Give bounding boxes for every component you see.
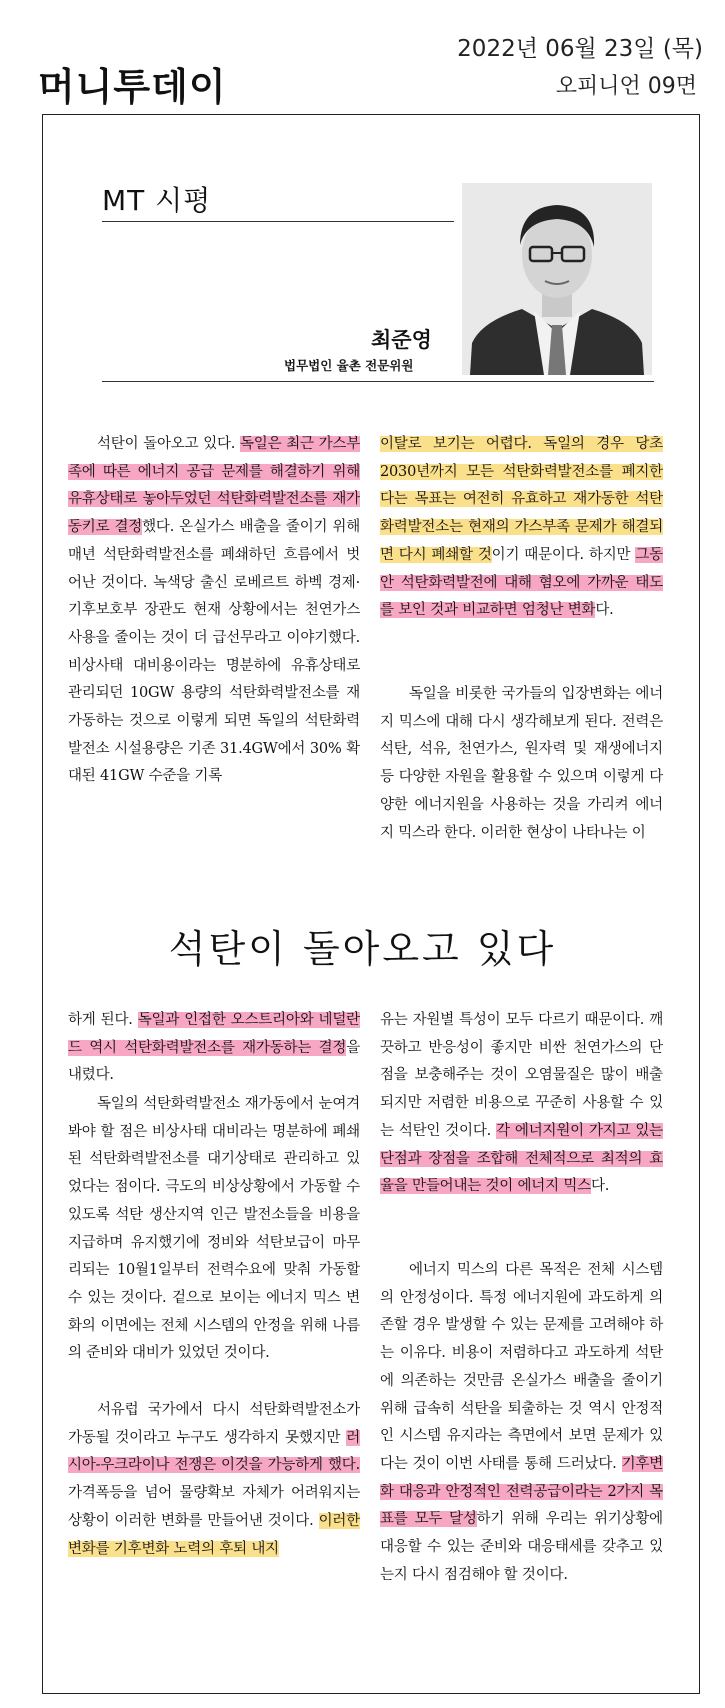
body-paragraph-4: 독일의 석탄화력발전소 재가동에서 눈여겨봐야 할 점은 비상사태 대비라는 명분하에 폐쇄된 석탄화력발전소를 대기상태로 관리하고 있었다는 점이다. 극도의 비상상황에서 가동할 수 있도록 석탄 생산지역 인근 발전소들을 비용을 지급하며 유지했기에 정비와 석탄보급이 마무리되는 10월1일부터 전력수요에 맞춰 가동할 수 있는 것이다. 겉으로 보이는 에너지 믹스 변화의 이면에는 전체 시스템의 안정을 위해 나름의 준비와 대비가 있었던 것이다. bbox=[68, 1096, 360, 1362]
article-headline: 석탄이 돌아오고 있다 bbox=[168, 927, 557, 971]
intro-rule bbox=[102, 381, 654, 382]
header-rule bbox=[102, 221, 454, 222]
highlight-pink: 독일과 인접한 오스트리아와 네덜란드 역시 석탄화력발전소를 재가동하는 결정 bbox=[68, 1012, 360, 1056]
body-paragraph-7: 에너지 믹스의 다른 목적은 전체 시스템의 안정성이다. 특정 에너지원에 과도하게 의존할 경우 발생할 수 있는 문제를 고려해야 하는 이유다. 비용이 저렴하다고 과도하게 석탄에 의존하는 것만큼 온실가스 배출을 줄이기 위해 급속히 석탄을 퇴출하는 것 역시 안정적인 시스템 유지라는 측면에서 보면 문제가 있다는 것이 이번 사태를 통해 드러났다. 기후변화 대응과 안정적인 전력공급이라는 2가지 목표를 모두 달성하기 위해 우리는 위기상황에 대응할 수 있는 준비와 대응태세를 갖추고 있는지 다시 점검해야 할 것이다. bbox=[380, 1262, 663, 1583]
author-title: 법무법인 율촌 전문위원 bbox=[284, 358, 414, 373]
newspaper-masthead: 머니투데이 bbox=[38, 65, 227, 109]
body-paragraph-1: 석탄이 돌아오고 있다. 독일은 최근 가스부족에 따른 에너지 공급 문제를 해결하기 위해 유휴상태로 놓아두었던 석탄화력발전소를 재가동키로 결정했다. 온실가스 배출을 줄이기 위해 매년 석탄화력발전소를 폐쇄하던 흐름에서 벗어난 것이다. 녹색당 출신 로베르트 하벡 경제·기후보호부 장관도 현재 상황에서는 천연가스 사용을 줄이는 것이 더 급선무라고 이야기했다. 비상사태 대비용이라는 명분하에 유휴상태로 관리되던 10GW 용량의 석탄화력발전소를 재가동하는 것으로 이렇게 되면 독일의 석탄화력발전소 시설용량은 기존 31.4GW에서 30% 확대된 41GW 수준을 기록 bbox=[68, 436, 360, 785]
body-paragraph-5: 서유럽 국가에서 다시 석탄화력발전소가 가동될 것이라고 누구도 생각하지 못했지만 러시아-우크라이나 전쟁은 이것을 가능하게 했다. 가격폭등을 넘어 물량확보 자체가 어려워지는 상황이 이러한 변화를 만들어낸 것이다. 이러한 변화를 기후변화 노력의 후퇴 내지 bbox=[68, 1402, 360, 1557]
publication-date: 2022년 06월 23일 (목) bbox=[457, 36, 703, 62]
highlight-yellow: 이탈로 보기는 어렵다. 독일의 경우 당초 2030년까지 모든 석탄화력발전소를 폐지한다는 목표는 여전히 유효하고 재가동한 석탄화력발전소는 현재의 가스부족 문제가 해결되면 다시 폐쇄할 것 bbox=[380, 436, 663, 563]
author-photo bbox=[462, 183, 652, 375]
author-name: 최준영 bbox=[371, 328, 432, 352]
highlight-pink: 각 에너지원이 가지고 있는 단점과 장점을 조합해 전체적으로 최적의 효율을 만들어내는 것이 에너지 믹스 bbox=[380, 1122, 663, 1195]
highlight-pink: 독일은 최근 가스부족에 따른 에너지 공급 문제를 해결하기 위해 유휴상태로 놓아두었던 석탄화력발전소를 재가동키로 결정 bbox=[68, 436, 360, 536]
page-section: 오피니언 09면 bbox=[555, 74, 697, 99]
column-title: MT 시평 bbox=[102, 184, 212, 217]
highlight-pink: 러시아-우크라이나 전쟁은 이것을 가능하게 했다. bbox=[68, 1429, 360, 1474]
highlight-yellow: 이러한 변화를 기후변화 노력의 후퇴 내지 bbox=[68, 1512, 360, 1557]
highlight-pink: 기후변화 대응과 안정적인 전력공급이라는 2가지 목표를 모두 달성 bbox=[380, 1455, 663, 1528]
body-paragraph-6: 유는 자원별 특성이 모두 다르기 때문이다. 깨끗하고 반응성이 좋지만 비싼 천연가스의 단점을 보충해주는 것이 오염물질은 많이 배출되지만 저렴한 비용으로 꾸준히 사용할 수 있는 석탄인 것이다. 각 에너지원이 가지고 있는 단점과 장점을 조합해 전체적으로 최적의 효율을 만들어내는 것이 에너지 믹스다. bbox=[380, 1012, 663, 1195]
body-paragraph-1b: 이탈로 보기는 어렵다. 독일의 경우 당초 2030년까지 모든 석탄화력발전소를 폐지한다는 목표는 여전히 유효하고 재가동한 석탄화력발전소는 현재의 가스부족 문제가 해결되면 다시 폐쇄할 것이기 때문이다. 하지만 그동안 석탄화력발전에 대해 혐오에 가까운 태도를 보인 것과 비교하면 엄청난 변화다. bbox=[380, 436, 663, 619]
highlight-pink: 그동안 석탄화력발전에 대해 혐오에 가까운 태도를 보인 것과 비교하면 엄청난 변화 bbox=[380, 546, 663, 619]
body-paragraph-2: 독일을 비롯한 국가들의 입장변화는 에너지 믹스에 대해 다시 생각해보게 된다. 전력은 석탄, 석유, 천연가스, 원자력 및 재생에너지 등 다양한 자원을 활용할 수 있으며 이렇게 다양한 에너지원을 사용하는 것을 가리켜 에너지 믹스라 한다. 이러한 현상이 나타나는 이 bbox=[380, 686, 663, 841]
body-paragraph-3: 하게 된다. 독일과 인접한 오스트리아와 네덜란드 역시 석탄화력발전소를 재가동하는 결정을 내렸다. bbox=[68, 1012, 360, 1084]
